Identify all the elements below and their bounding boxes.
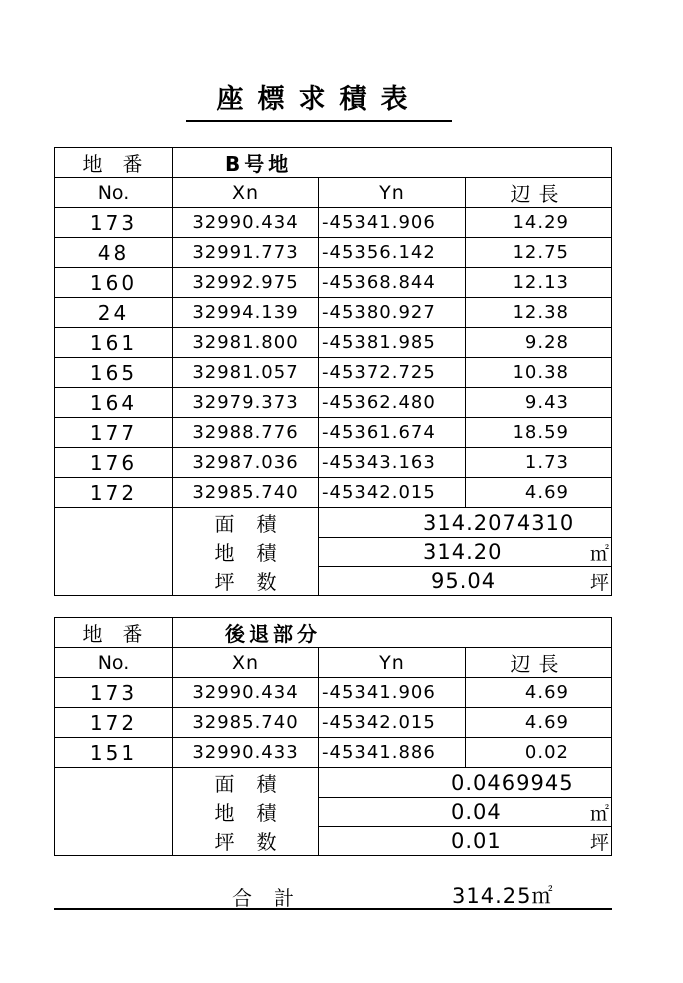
- page-title: 座標求積表: [186, 82, 452, 122]
- tsubo-unit: 坪: [589, 571, 609, 594]
- header-side-length: 辺長: [510, 652, 567, 676]
- lot-label: 地番: [55, 618, 173, 647]
- point-number: 173: [55, 678, 173, 707]
- coordinate-table-setback: [54, 617, 612, 856]
- land-area-value: 0.04: [451, 800, 502, 824]
- point-number: 165: [55, 358, 173, 387]
- point-number: 151: [55, 738, 173, 767]
- point-number: 161: [55, 328, 173, 357]
- y-coordinate: -45362.480: [319, 388, 466, 417]
- x-coordinate: 32981.800: [173, 328, 319, 357]
- x-coordinate: 32987.036: [173, 448, 319, 477]
- tsubo-label: 坪数: [173, 826, 319, 855]
- grand-total: [54, 880, 612, 910]
- y-coordinate: -45342.015: [319, 708, 466, 737]
- table-row: [55, 387, 611, 417]
- side-length: 12.13: [512, 272, 569, 293]
- side-length: 0.02: [524, 742, 569, 763]
- table-row: [55, 357, 611, 387]
- y-coordinate: -45356.142: [319, 238, 466, 267]
- square-meter-unit: ㎡: [589, 542, 609, 565]
- x-coordinate: 32994.139: [173, 298, 319, 327]
- land-area-value: 314.20: [423, 540, 503, 564]
- table-row: [55, 447, 611, 477]
- y-coordinate: -45361.674: [319, 418, 466, 447]
- point-number: 160: [55, 268, 173, 297]
- y-coordinate: -45341.886: [319, 738, 466, 767]
- area-value: 314.2074310: [423, 510, 575, 535]
- table-row: [55, 737, 611, 767]
- table-lot-header-row: [55, 148, 611, 177]
- tsubo-value: 0.01: [451, 829, 502, 853]
- square-meter-unit: ㎡: [589, 802, 609, 825]
- table-row: [55, 417, 611, 447]
- side-length: 12.75: [512, 242, 569, 263]
- x-coordinate: 32985.740: [173, 708, 319, 737]
- side-length: 1.73: [524, 452, 569, 473]
- area-summary: [55, 767, 611, 855]
- x-coordinate: 32990.434: [173, 678, 319, 707]
- point-number: 173: [55, 208, 173, 237]
- tsubo-value: 95.04: [431, 569, 497, 593]
- side-length: 12.38: [512, 302, 569, 323]
- tsubo-row: [319, 826, 611, 855]
- table-row: [55, 477, 611, 507]
- tsubo-label: 坪数: [173, 566, 319, 595]
- table-row: [55, 327, 611, 357]
- tsubo-unit: 坪: [589, 831, 609, 854]
- side-length: 9.43: [524, 392, 569, 413]
- total-label: 合計: [232, 886, 316, 910]
- land-area-label: 地積: [173, 797, 319, 826]
- header-side-length: 辺長: [510, 182, 567, 206]
- summary-blank-cell: [55, 768, 173, 855]
- side-length: 9.28: [524, 332, 569, 353]
- coordinate-table-b-lot: [54, 147, 612, 596]
- y-coordinate: -45342.015: [319, 478, 466, 507]
- x-coordinate: 32991.773: [173, 238, 319, 267]
- tsubo-row: [319, 566, 611, 595]
- area-summary: [55, 507, 611, 595]
- table-row: [55, 707, 611, 737]
- x-coordinate: 32990.433: [173, 738, 319, 767]
- table-row: [55, 677, 611, 707]
- x-coordinate: 32992.975: [173, 268, 319, 297]
- side-length: 4.69: [524, 712, 569, 733]
- header-yn: Yn: [319, 178, 466, 207]
- x-coordinate: 32981.057: [173, 358, 319, 387]
- side-length: 14.29: [512, 212, 569, 233]
- table-row: [55, 207, 611, 237]
- table-row: [55, 267, 611, 297]
- point-number: 177: [55, 418, 173, 447]
- point-number: 24: [55, 298, 173, 327]
- header-no: No.: [55, 178, 173, 207]
- header-xn: Xn: [173, 648, 319, 677]
- lot-label: 地番: [55, 148, 173, 177]
- column-header-row: [55, 177, 611, 207]
- point-number: 48: [55, 238, 173, 267]
- y-coordinate: -45343.163: [319, 448, 466, 477]
- land-area-label: 地積: [173, 537, 319, 566]
- area-value: 0.0469945: [451, 770, 574, 795]
- lot-name: 後退部分: [225, 622, 321, 646]
- header-yn: Yn: [319, 648, 466, 677]
- summary-blank-cell: [55, 508, 173, 595]
- table-body: [55, 207, 611, 507]
- lot-name: B号地: [225, 152, 293, 176]
- side-length: 10.38: [512, 362, 569, 383]
- total-value: 314.25㎡: [452, 884, 554, 908]
- table-row: [55, 297, 611, 327]
- point-number: 172: [55, 478, 173, 507]
- land-area-row: [319, 537, 611, 566]
- point-number: 164: [55, 388, 173, 417]
- y-coordinate: -45341.906: [319, 678, 466, 707]
- side-length: 18.59: [512, 422, 569, 443]
- x-coordinate: 32990.434: [173, 208, 319, 237]
- point-number: 172: [55, 708, 173, 737]
- area-label: 面積: [173, 508, 319, 537]
- y-coordinate: -45380.927: [319, 298, 466, 327]
- y-coordinate: -45381.985: [319, 328, 466, 357]
- area-label: 面積: [173, 768, 319, 797]
- x-coordinate: 32988.776: [173, 418, 319, 447]
- table-lot-header-row: [55, 618, 611, 647]
- side-length: 4.69: [524, 682, 569, 703]
- x-coordinate: 32985.740: [173, 478, 319, 507]
- table-row: [55, 237, 611, 267]
- y-coordinate: -45368.844: [319, 268, 466, 297]
- land-area-row: [319, 797, 611, 826]
- column-header-row: [55, 647, 611, 677]
- header-no: No.: [55, 648, 173, 677]
- y-coordinate: -45341.906: [319, 208, 466, 237]
- header-xn: Xn: [173, 178, 319, 207]
- y-coordinate: -45372.725: [319, 358, 466, 387]
- side-length: 4.69: [524, 482, 569, 503]
- point-number: 176: [55, 448, 173, 477]
- x-coordinate: 32979.373: [173, 388, 319, 417]
- table-body: [55, 677, 611, 767]
